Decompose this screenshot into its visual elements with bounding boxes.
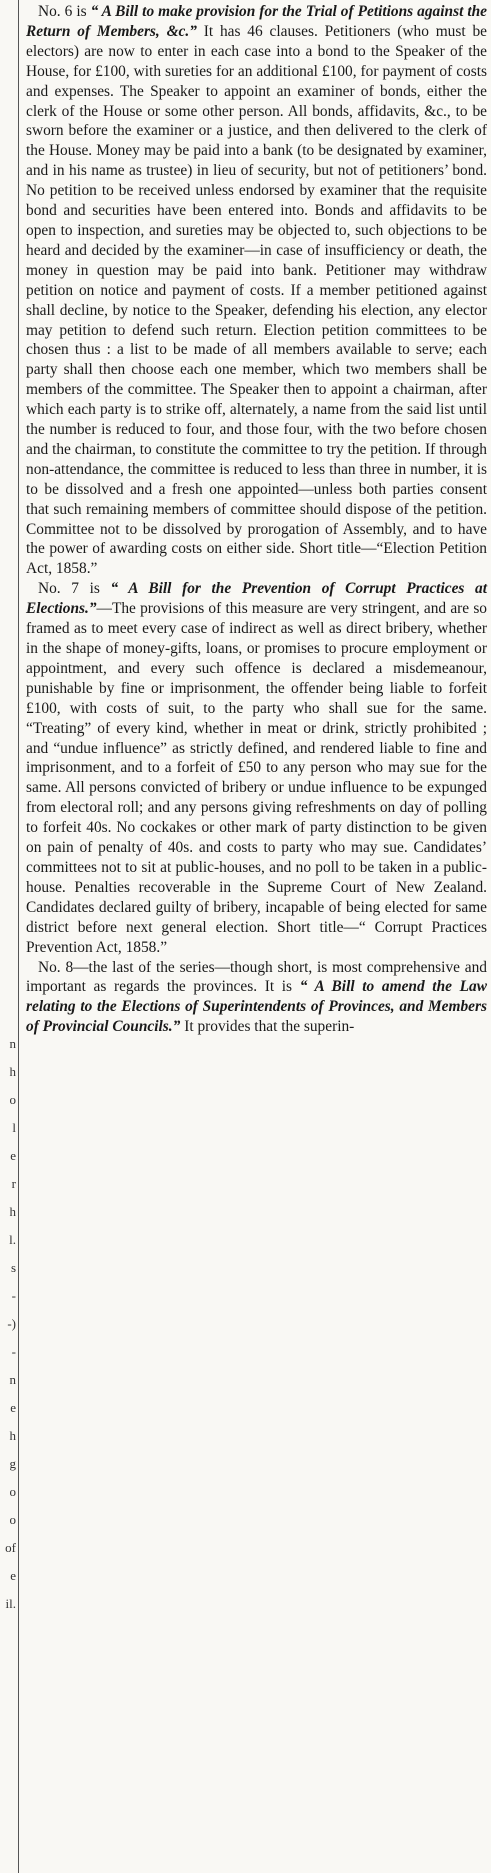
adjacent-column-fragment: e	[10, 1148, 16, 1163]
bill-no6-lead: No. 6 is	[38, 3, 91, 20]
bill-no7-body: —The provisions of this measure are very stringent, and are so framed as to meet every case of indirect as well as direct bribery, whether in the shape of money-gifts, loans, or promises to procure employment or appointment, and every such offence is declared a misdemeanour, punishable by fine or imprisonment, the offender being liable to forfeit £100, with costs of suit, to the party who shall sue for the same. “Treating” of every kind, whether in meat or drink, strictly prohibited ; and “undue influence” as strictly defined, and rendered liable to fine and imprisonment, and to a forfeit of £50 to any person who may sue for the same. All persons convicted of bribery or undue influence to be expunged from electoral roll; and any persons giving refreshments on day of polling to forfeit 40s. No cockakes or other mark of party distinction to be given on pain of penalty of 40s. and costs to party who may sue. Candidates’ committees not to sit at public-houses, and no poll to be taken in a public-house. Penalties recoverable in the Supreme Court of New Zealand. Candidates declared guilty of bribery, incapable of being elected for same district before next general election. Short title—“ Corrupt Practices Prevention Act, 1858.”	[26, 600, 487, 956]
adjacent-column-fragment: s	[10, 1260, 16, 1275]
bill-no8-title: “ A Bill to amend the Law relating to the Elections of Superintendents of Provinces, and Members of Provincial Councils.”	[26, 978, 487, 1036]
bill-no8-body: It provides that the superin-	[180, 1018, 355, 1036]
bill-no6-body: It has 46 clauses. Petitioners (who must be electors) are now to enter in each case into a bond to the Speaker of the House, for £100, with sureties for an additional £100, for payment of costs and expenses. The Speaker to appoint an examiner of bonds, either the clerk of the House or some other person. All bonds, affidavits, &c., to be sworn before the examiner or a justice, and then delivered to the clerk of the House. Money may be paid into a bank (to be designated by examiner, and in his name as trustee) in lieu of security, but not of petitioners’ bond. No petition to be received unless endorsed by examiner that the requisite bond and securities have been entered into. Bonds and affidavits to be open to inspection, and sureties may be objected to, such objections to be heard and decided by the examiner—in case of insufficiency or death, the money in question may be paid into bank. Petitioner may withdraw petition on notice and payment of costs. If a member petitioned against shall decline, by notice to the Speaker, defending his election, any elector may petition to defend such return. Election petition committees to be chosen thus : a list to be made of all members available to serve; each party shall then choose each one member, which two members shall be members of the committee. The Speaker then to appoint a chairman, after which each party is to strike off, alternately, a name from the said list until the number is reduced to four, and those four, with the two before chosen and the chairman, to constitute the committee to try the petition. If through non-attendance, the committee is reduced to less than three in number, it is to be dissolved and a fresh one appointed—unless both parties consent that such remaining members of committee should dispose of the petition. Committee not to be dissolved by prorogation of Assembly, and to have the power of awarding costs on either side. Short title—“Election Petition Act, 1858.”	[26, 22, 487, 578]
paragraph-bill-no7	[26, 579, 487, 957]
adjacent-column-fragment: h	[9, 1204, 16, 1219]
column-rule	[18, 0, 19, 1873]
adjacent-column-fragment: -	[11, 1344, 16, 1359]
bill-no7-title: “ A Bill for the Prevention of Corrupt Practices at Elections.”	[26, 580, 487, 618]
bill-no8-lead: No. 8—the last of the series—though short, is most comprehensive and important as regards the provinces. It is	[26, 958, 487, 996]
paragraph-bill-no6	[26, 2, 487, 579]
adjacent-column-fragment: g	[9, 1456, 16, 1471]
adjacent-column-fragment: e	[10, 1568, 16, 1583]
adjacent-column-fragment: r	[11, 1176, 16, 1191]
adjacent-column-fragment: -	[11, 1288, 16, 1303]
paragraph-bill-no8	[26, 958, 487, 1038]
adjacent-column-fragment: of	[5, 1540, 16, 1555]
adjacent-column-fragment: n	[9, 1036, 16, 1051]
adjacent-column-fragment: h	[9, 1428, 16, 1443]
adjacent-column-fragment: l	[12, 1120, 16, 1135]
adjacent-column-fragment: o	[9, 1092, 16, 1107]
bill-no6-title: “ A Bill to make provision for the Trial of Petitions against the Return of Members, &c.”	[26, 3, 487, 40]
adjacent-column-fragment: o	[9, 1484, 16, 1499]
adjacent-column-fragments	[4, 1030, 16, 1618]
adjacent-column-fragment: o	[9, 1512, 16, 1527]
bill-no7-lead: No. 7 is	[38, 580, 111, 598]
article-column	[26, 2, 487, 1037]
adjacent-column-fragment: n	[9, 1372, 16, 1387]
adjacent-column-fragment: e	[10, 1400, 16, 1415]
adjacent-column-fragment: h	[9, 1064, 16, 1079]
adjacent-column-fragment: l.	[9, 1232, 16, 1247]
adjacent-column-fragment: il.	[5, 1596, 16, 1611]
adjacent-column-fragment: -)	[7, 1316, 16, 1331]
